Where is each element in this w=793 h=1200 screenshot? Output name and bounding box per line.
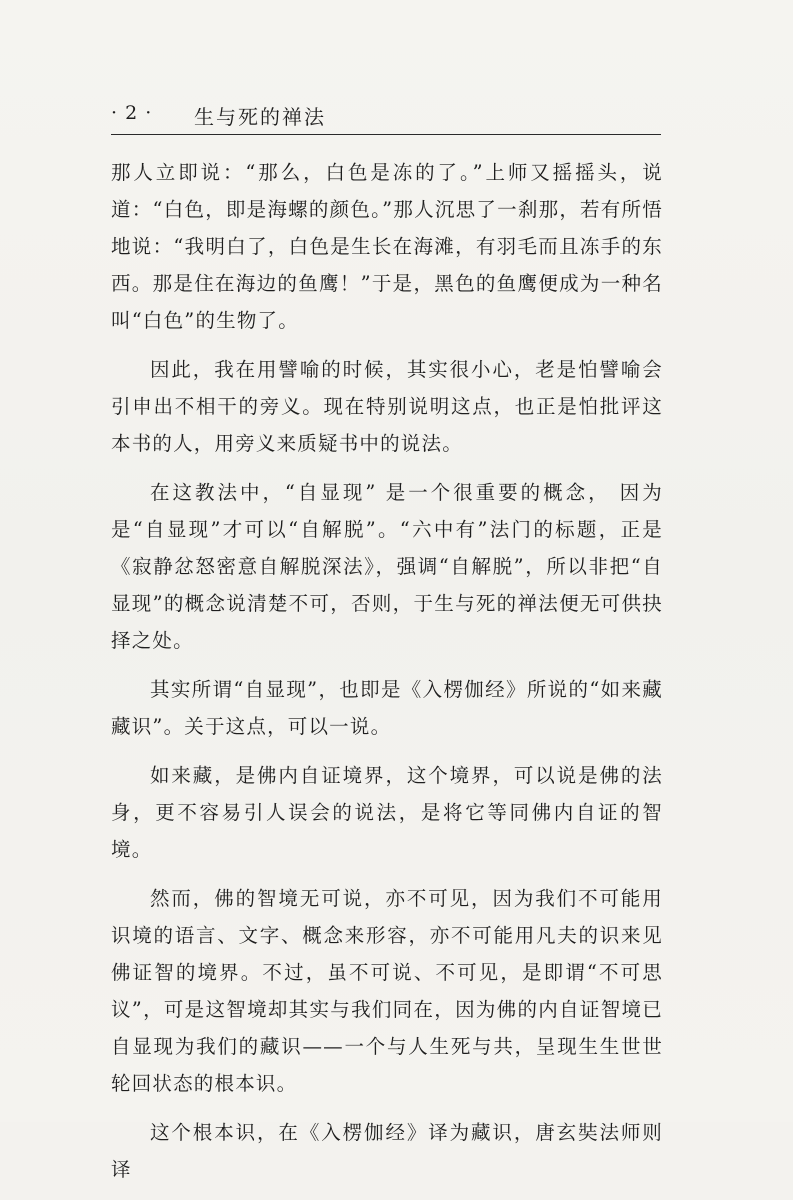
paragraph: 如来藏，是佛内自证境界，这个境界，可以说是佛的法身，更不容易引人误会的说法，是将它等同佛内自证的智境。 (111, 764, 663, 861)
paragraph: 这个根本识，在《入楞伽经》译为藏识，唐玄奘法师则译 (111, 1121, 663, 1181)
page-number: · 2 · (111, 102, 153, 124)
paragraph: 然而，佛的智境无可说，亦不可见，因为我们不可能用识境的语言、文字、概念来形容，亦不可能用凡夫的识来见佛证智的境界。不过，虽不可说、不可见，是即谓“不可思议”，可是这智境却其实与我们同在，因为佛的内自证智境已自显现为我们的藏识——一个与人生死与共，呈现生生世世轮回状态的根本识。 (111, 887, 663, 1095)
page-header (111, 98, 661, 135)
body-text (111, 154, 663, 1200)
paragraph: 在这教法中，“自显现” 是一个很重要的概念， 因为是“自显现”才可以“自解脱”。“六中有”法门的标题，正是《寂静忿怒密意自解脱深法》，强调“自解脱”，所以非把“自显现”的概念说清楚不可，否则，于生与死的禅法便无可供抉择之处。 (111, 481, 663, 652)
paragraph: 因此，我在用譬喻的时候，其实很小心，老是怕譬喻会引申出不相干的旁义。现在特别说明这点，也正是怕批评这本书的人，用旁义来质疑书中的说法。 (111, 358, 663, 455)
paragraph-continued: 那人立即说：“那么，白色是冻的了。”上师又摇摇头，说道：“白色，即是海螺的颜色。”那人沉思了一刹那，若有所悟地说：“我明白了，白色是生长在海滩，有羽毛而且冻手的东西。那是住在海边的鱼鹰！”于是，黑色的鱼鹰便成为一种名叫“白色”的生物了。 (111, 161, 663, 332)
running-title: 生与死的禅法 (194, 105, 326, 129)
paragraph: 其实所谓“自显现”，也即是《入楞伽经》所说的“如来藏藏识”。关于这点，可以一说。 (111, 678, 663, 738)
